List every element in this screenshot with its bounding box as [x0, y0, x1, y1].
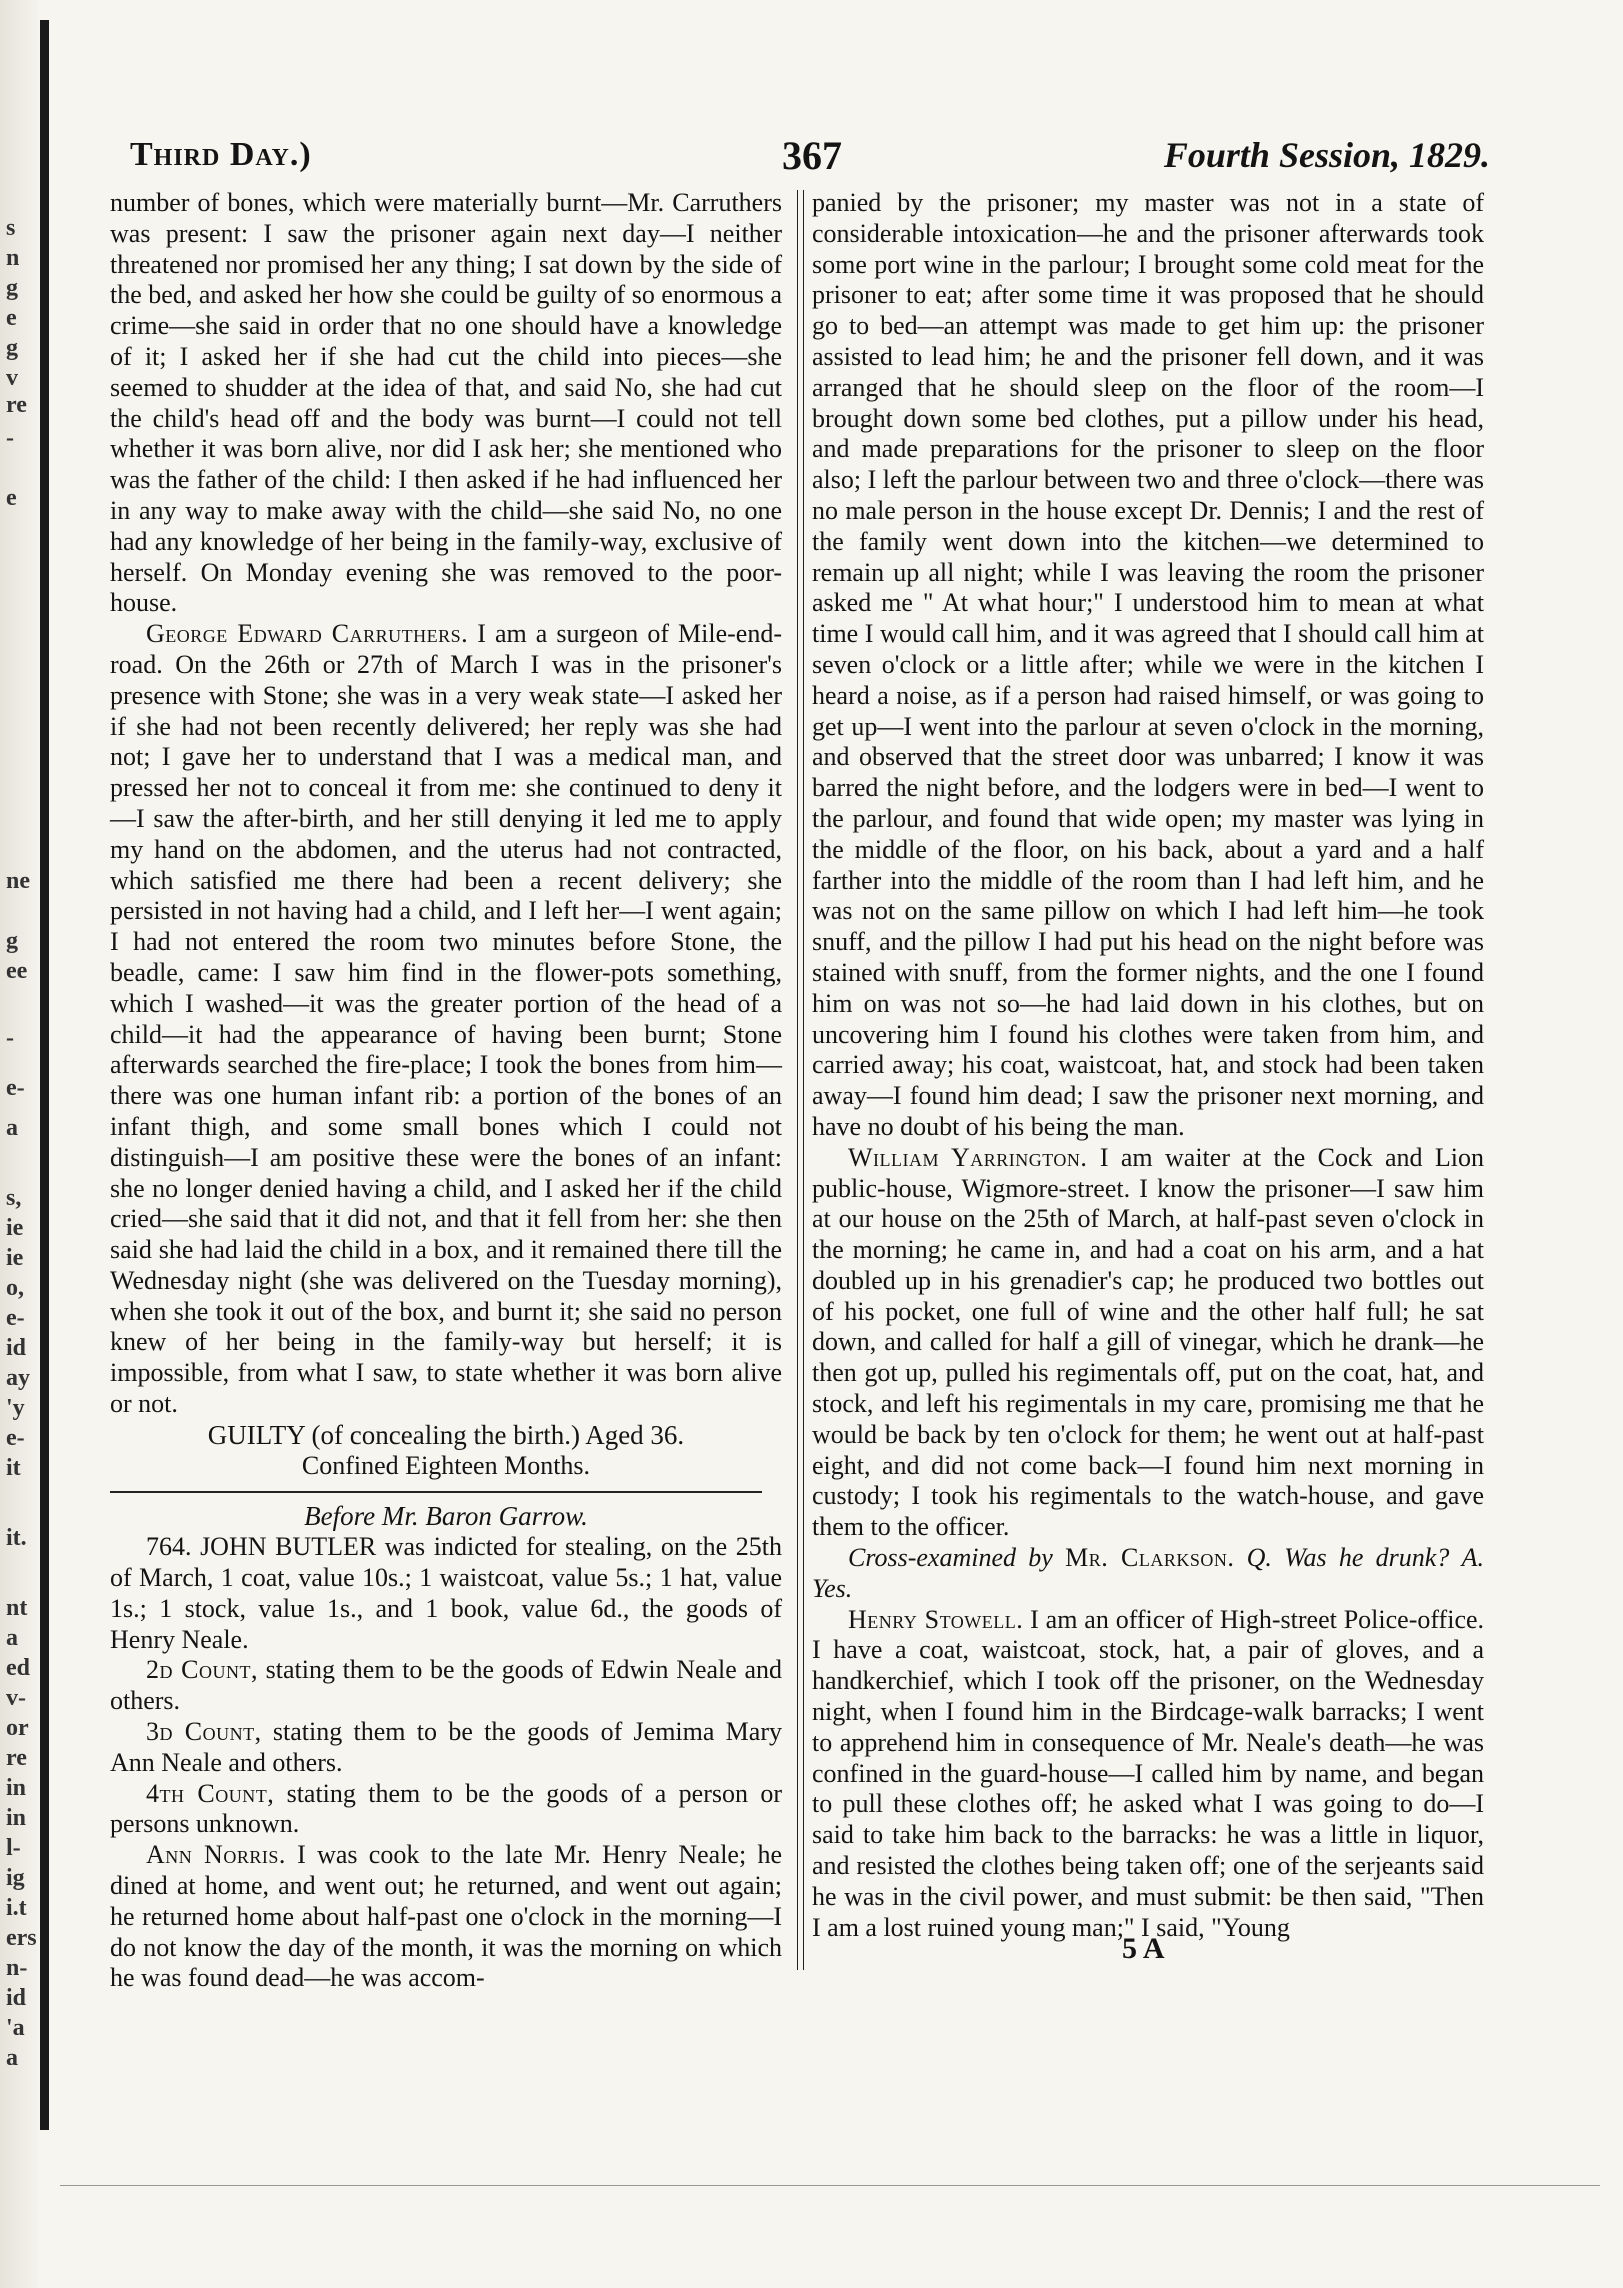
- margin-fragment: ie: [6, 1245, 24, 1271]
- question: Q. Was he drunk?: [1246, 1543, 1450, 1573]
- paragraph: [110, 619, 782, 1420]
- section-divider: [110, 1491, 762, 1493]
- margin-fragment: -: [6, 425, 14, 451]
- counsel-name: Mr. Clarkson.: [1065, 1543, 1235, 1573]
- answer: A. Yes.: [812, 1543, 1484, 1603]
- margin-fragment: id: [6, 1985, 27, 2011]
- count-paragraph: [110, 1779, 782, 1841]
- count-label: 3d Count,: [146, 1717, 262, 1747]
- witness-name: Henry Stowell.: [848, 1604, 1024, 1634]
- paragraph: [110, 1840, 782, 1994]
- margin-fragment: e: [6, 305, 17, 331]
- margin-fragment: ne: [6, 868, 30, 894]
- cross-label: Cross-examined by: [848, 1543, 1053, 1573]
- verdict: GUILTY (of concealing the birth.) Aged 36.: [207, 1419, 685, 1450]
- margin-fragment: 'y: [6, 1395, 25, 1421]
- count-paragraph: [110, 1655, 782, 1717]
- count-text: stating them to be the goods of Jemima Mary Ann Neale and others.: [110, 1717, 783, 1777]
- margin-fragment: or: [6, 1715, 29, 1741]
- right-column: [812, 188, 1484, 1943]
- witness-name: George Edward Carruthers.: [146, 619, 469, 649]
- left-column: [110, 188, 782, 1994]
- running-head-left: Third Day.): [130, 136, 312, 173]
- margin-fragment: in: [6, 1805, 27, 1831]
- witness-name: William Yarrington.: [848, 1142, 1088, 1172]
- testimony: I am an officer of High-street Police-office. I have a coat, waistcoat, stock, hat, a pair of gloves, and a handkerchief, which I took off the prisoner, on the Wednesday night, when I found him in the Birdcage-walk barracks; I went to apprehend him in consequence of Mr. Neale's death—he was confined in the guard-house—I called him by name, and began to pull these clothes off; he asked what I was going to do—I said to take him back to the barracks: he was a little in liquor, and resisted the clothes being taken off; one of the serjeants said he was in the civil power, and must submit: be then said, "Then I am a lost ruined young man;" I said, "Young: [812, 1604, 1485, 1942]
- cross-examination: [812, 1543, 1484, 1605]
- binding-edge: [40, 20, 49, 2130]
- margin-fragment: re: [6, 1745, 27, 1771]
- paragraph: [812, 1605, 1484, 1944]
- margin-fragment: ie: [6, 1215, 24, 1241]
- page-number: 367: [782, 133, 842, 178]
- testimony: I was cook to the late Mr. Henry Neale; he dined at home, and went out; he returned, and went out again; he returned home about half-past one o'clock in the morning—I do not know the day of the month, it was the morning on which he was found dead—he was accom-: [110, 1840, 782, 1993]
- margin-fragment: a: [6, 1115, 18, 1141]
- margin-fragment: ig: [6, 1865, 25, 1891]
- margin-fragment: i.t: [6, 1895, 27, 1921]
- running-head-right: Fourth Session, 1829.: [1163, 135, 1490, 175]
- margin-fragment: n: [6, 245, 20, 271]
- margin-fragment: id: [6, 1335, 27, 1361]
- margin-fragment: g: [6, 275, 18, 301]
- margin-fragment: nt: [6, 1595, 28, 1621]
- page-header: [130, 132, 1490, 182]
- count-text: stating them to be the goods of Edwin Neale and others.: [110, 1655, 782, 1716]
- margin-fragment: ed: [6, 1655, 30, 1681]
- margin-fragment: e-: [6, 1425, 25, 1451]
- signature-mark: 5 A: [1122, 1932, 1165, 1965]
- margin-fragment: ay: [6, 1365, 30, 1391]
- count-label: 4th Count,: [146, 1778, 275, 1808]
- paragraph: number of bones, which were materially burnt—Mr. Carruthers was present: I saw the prisoner again next day—I neither threatened nor promised her any thing; I sat down by the side of the bed, and asked her how she could be guilty of so enormous a crime—she said in order that no one should have a knowledge of it; I asked her if she had cut the child into pieces—she seemed to shudder at the idea of that, and said No, she had cut the child's head off and the body was burnt—I could not tell whether it was born alive, nor did I ask her; she mentioned who was the father of the child: I then asked if he had influenced her in any way to make away with the child—she said No, no one had any knowledge of her being in the family-way, exclusive of herself. On Monday evening she was removed to the poor-house.: [110, 188, 782, 618]
- margin-fragment: g: [6, 928, 18, 954]
- margin-fragment: n-: [6, 1955, 28, 1981]
- paragraph: [812, 1143, 1484, 1543]
- margin-fragment: in: [6, 1775, 27, 1801]
- margin-fragment: v-: [6, 1685, 26, 1711]
- margin-fragment: -: [6, 1025, 14, 1051]
- margin-fragment: s,: [6, 1185, 22, 1211]
- margin-fragment: o,: [6, 1275, 24, 1301]
- margin-fragment: it: [6, 1455, 21, 1481]
- sentence: Confined Eighteen Months.: [301, 1450, 591, 1480]
- margin-fragment: e-: [6, 1305, 25, 1331]
- count-text: stating them to be the goods of a person or persons unknown.: [110, 1778, 783, 1839]
- judge-line: Before Mr. Baron Garrow.: [304, 1501, 588, 1532]
- margin-fragment: v: [6, 365, 18, 391]
- count-label: 2d Count,: [146, 1655, 258, 1685]
- margin-fragment: g: [6, 335, 18, 361]
- margin-fragment: ee: [6, 958, 28, 984]
- margin-fragment: a: [6, 1625, 18, 1651]
- paragraph: panied by the prisoner; my master was not in a state of considerable intoxication—he and the prisoner afterwards took some port wine in the parlour; I brought some cold meat for the prisoner to eat; after some time it was proposed that he should go to bed—an attempt was made to get him up: the prisoner assisted to lead him; he and the prisoner fell down, and it was arranged that he should sleep on the floor of the room—I brought down some bed clothes, put a pillow under his head, and made preparations for the prisoner to sleep on the floor also; I left the parlour between two and three o'clock—there was no male person in the house except Dr. Dennis; I and the rest of the family went down into the kitchen—we determined to remain up all night; while I was leaving the room the prisoner asked me " At what hour;" I understood him to mean at what time I would call him, and it was agreed that I should call him at seven o'clock or a little after; while we were in the kitchen I heard a noise, as if a person had raised himself, or was going to get up—I went into the parlour at seven o'clock in the morning, and observed that the street door was unbarred; I know it was barred the night before, and the lodgers were in bed—I went to the parlour, and found that wide open; my master was lying in the middle of the floor, on his back, about a yard and a half farther into the middle of the room than I had left him, and he was not on the same pillow on which I had left him—he took snuff, and the pillow I had put his head on the night before was stained with snuff, from the former nights, and the one I found him on was not so—he had laid down in his clothes, but on uncovering him I found his clothes were taken from him, and carried away; his coat, waistcoat, hat, and stock had been taken away—I found him dead; I saw the prisoner next morning, and have no doubt of his being the man.: [812, 188, 1484, 1141]
- margin-fragment: e-: [6, 1075, 25, 1101]
- column-rule: [797, 190, 804, 1970]
- margin-fragment: it.: [6, 1525, 27, 1551]
- witness-name: Ann Norris.: [146, 1840, 286, 1870]
- margin-fragment: 'a: [6, 2015, 25, 2041]
- indictment: 764. JOHN BUTLER was indicted for stealing, on the 25th of March, 1 coat, value 10s.; 1 waistcoat, value 5s.; 1 hat, value 1s.; 1 stock, value 1s., and 1 book, value 6d., the goods of Henry Neale.: [110, 1532, 782, 1654]
- testimony: I am waiter at the Cock and Lion public-house, Wigmore-street. I know the prisoner—I saw him at our house on the 25th of March, at half-past seven o'clock in the morning; he came in, and had a coat on his arm, and a hat doubled up in his grenadier's cap; he produced two bottles out of his pocket, one full of wine and the other half full; he sat down, and called for half a gill of vinegar, which he drank—he then got up, pulled his regimentals off, put on the coat, hat, and stock, and left his regimentals in my care, promising me that he would be back by ten o'clock for them; he went out at half-past eight, and did not come back—I found him next morning in custody; I took his regimentals to the watch-house, and gave them to the officer.: [812, 1142, 1484, 1542]
- margin-fragment: l-: [6, 1835, 21, 1861]
- margin-fragment: e: [6, 485, 17, 511]
- testimony: I am a surgeon of Mile-end-road. On the 26th or 27th of March I was in the prisoner's presence with Stone; she was in a very weak state—I asked her if she had not been recently delivered; her reply was she had not; I gave her to understand that I was a medical man, and pressed her not to conceal it from me: she continued to deny it—I saw the after-birth, and her still denying it led me to apply my hand on the abdomen, and the uterus had not contracted, which satisfied me there had been a recent delivery; she persisted in not having had a child, and I left her—I went again; I had not entered the room two minutes before Stone, the beadle, came: I saw him find in the flower-pots something, which I washed—it was the greater portion of the head of a child—it had the appearance of having been burnt; Stone afterwards searched the fire-place; I took the bones from him—there was one human infant rib: a portion of the bones of an infant thigh, and some small bones which I could not distinguish—I am positive these were the bones of an infant: she no longer denied having a child, and I asked her if the child cried—she said that it did not, and that it fell from her: she then said she had laid the child in a box, and it remained there till the Wednesday night (she was delivered on the Tuesday morning), when she took it out of the box, and burnt it; she said no person knew of her being in the family-way but herself; it is impossible, from what I saw, to state whether it was born alive or not.: [110, 619, 783, 1419]
- margin-fragment: re: [6, 392, 27, 418]
- margin-fragment: ers: [6, 1925, 37, 1951]
- margin-fragment: s: [6, 215, 16, 241]
- page-bottom-edge: [60, 2185, 1600, 2186]
- margin-fragment: a: [6, 2045, 18, 2071]
- count-paragraph: [110, 1717, 782, 1779]
